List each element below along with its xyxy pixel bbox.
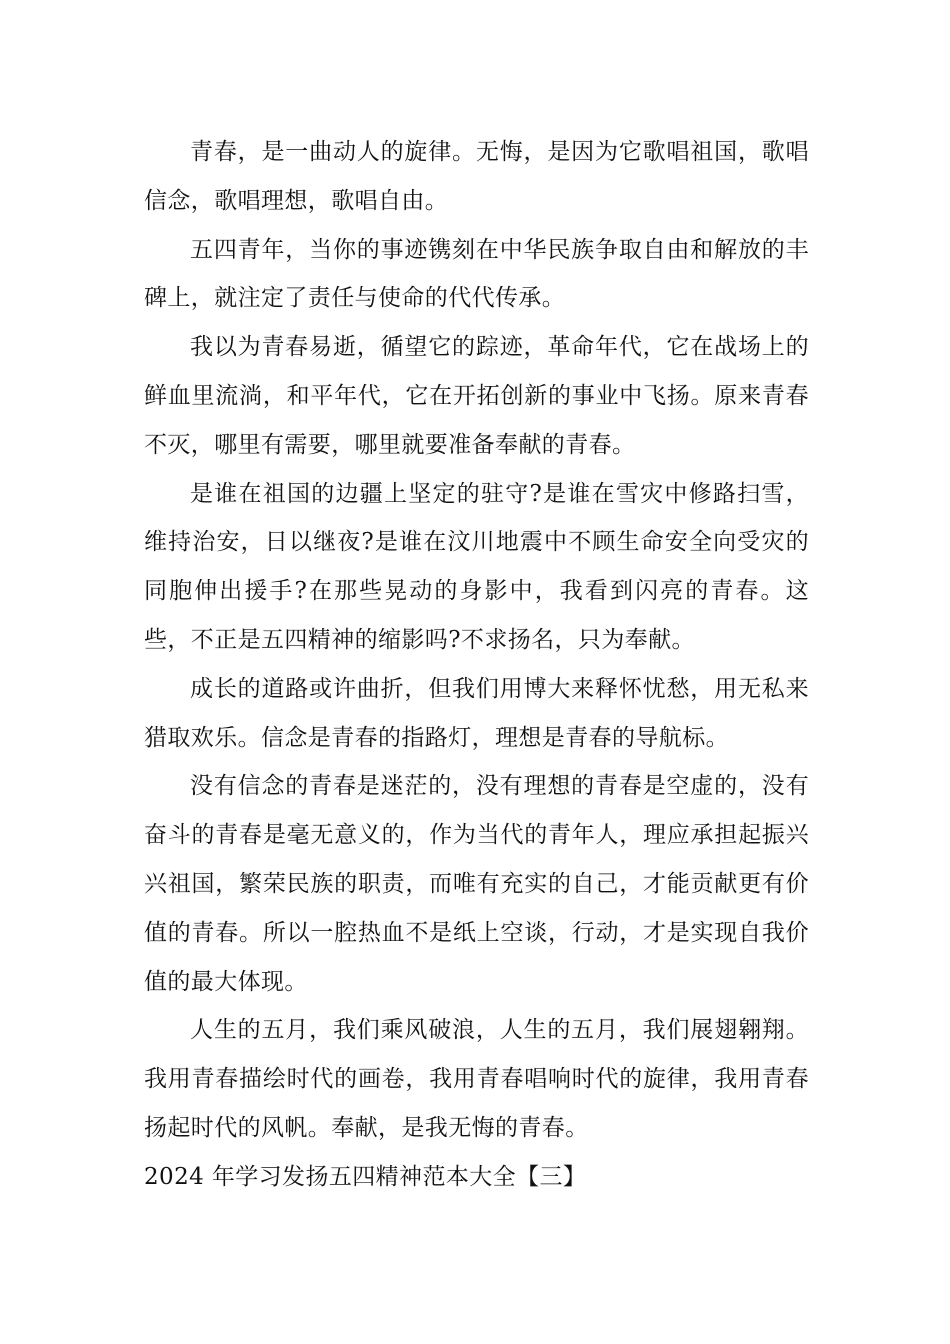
paragraph-youth-melody: 青春，是一曲动人的旋律。无悔，是因为它歌唱祖国，歌唱信念，歌唱理想，歌唱自由。: [144, 139, 809, 214]
paragraph-may-of-life: 人生的五月，我们乘风破浪，人生的五月，我们展翅翱翔。我用青春描绘时代的画卷，我用青春唱响时代的旋律，我用青春扬起时代的风帆。奉献，是我无悔的青春。: [144, 1017, 809, 1141]
paragraph-road-of-growth: 成长的道路或许曲折，但我们用博大来释怀忧愁，用无私来猎取欢乐。信念是青春的指路灯，理想是青春的导航标。: [144, 675, 809, 751]
paragraph-who-guards: 是谁在祖国的边疆上坚定的驻守?是谁在雪灾中修路扫雪，维持治安，日以继夜?是谁在汶川地震中不顾生命安全向受灾的同胞伸出援手?在那些晃动的身影中，我看到闪亮的青春。这些，不正是五四精神的缩影吗?不求扬名，只为奉献。: [144, 480, 809, 653]
document-body: [144, 128, 809, 1202]
paragraph-may-fourth-youth: 五四青年，当你的事迹镌刻在中华民族争取自由和解放的丰碑上，就注定了责任与使命的代代传承。: [144, 236, 809, 312]
section-heading: 2024 年学习发扬五四精神范本大全【三】: [144, 1163, 587, 1190]
paragraph-belief-and-ideal: 没有信念的青春是迷茫的，没有理想的青春是空虚的，没有奋斗的青春是毫无意义的，作为当代的青年人，理应承担起振兴兴祖国，繁荣民族的职责，而唯有充实的自己，才能贡献更有价值的青春。所以一腔热血不是纸上空谈，行动，才是实现自我价值的最大体现。: [144, 773, 809, 995]
paragraph-youth-never-fades: 我以为青春易逝，循望它的踪迹，革命年代，它在战场上的鲜血里流淌，和平年代，它在开拓创新的事业中飞扬。原来青春不灭，哪里有需要，哪里就要准备奉献的青春。: [144, 334, 809, 458]
